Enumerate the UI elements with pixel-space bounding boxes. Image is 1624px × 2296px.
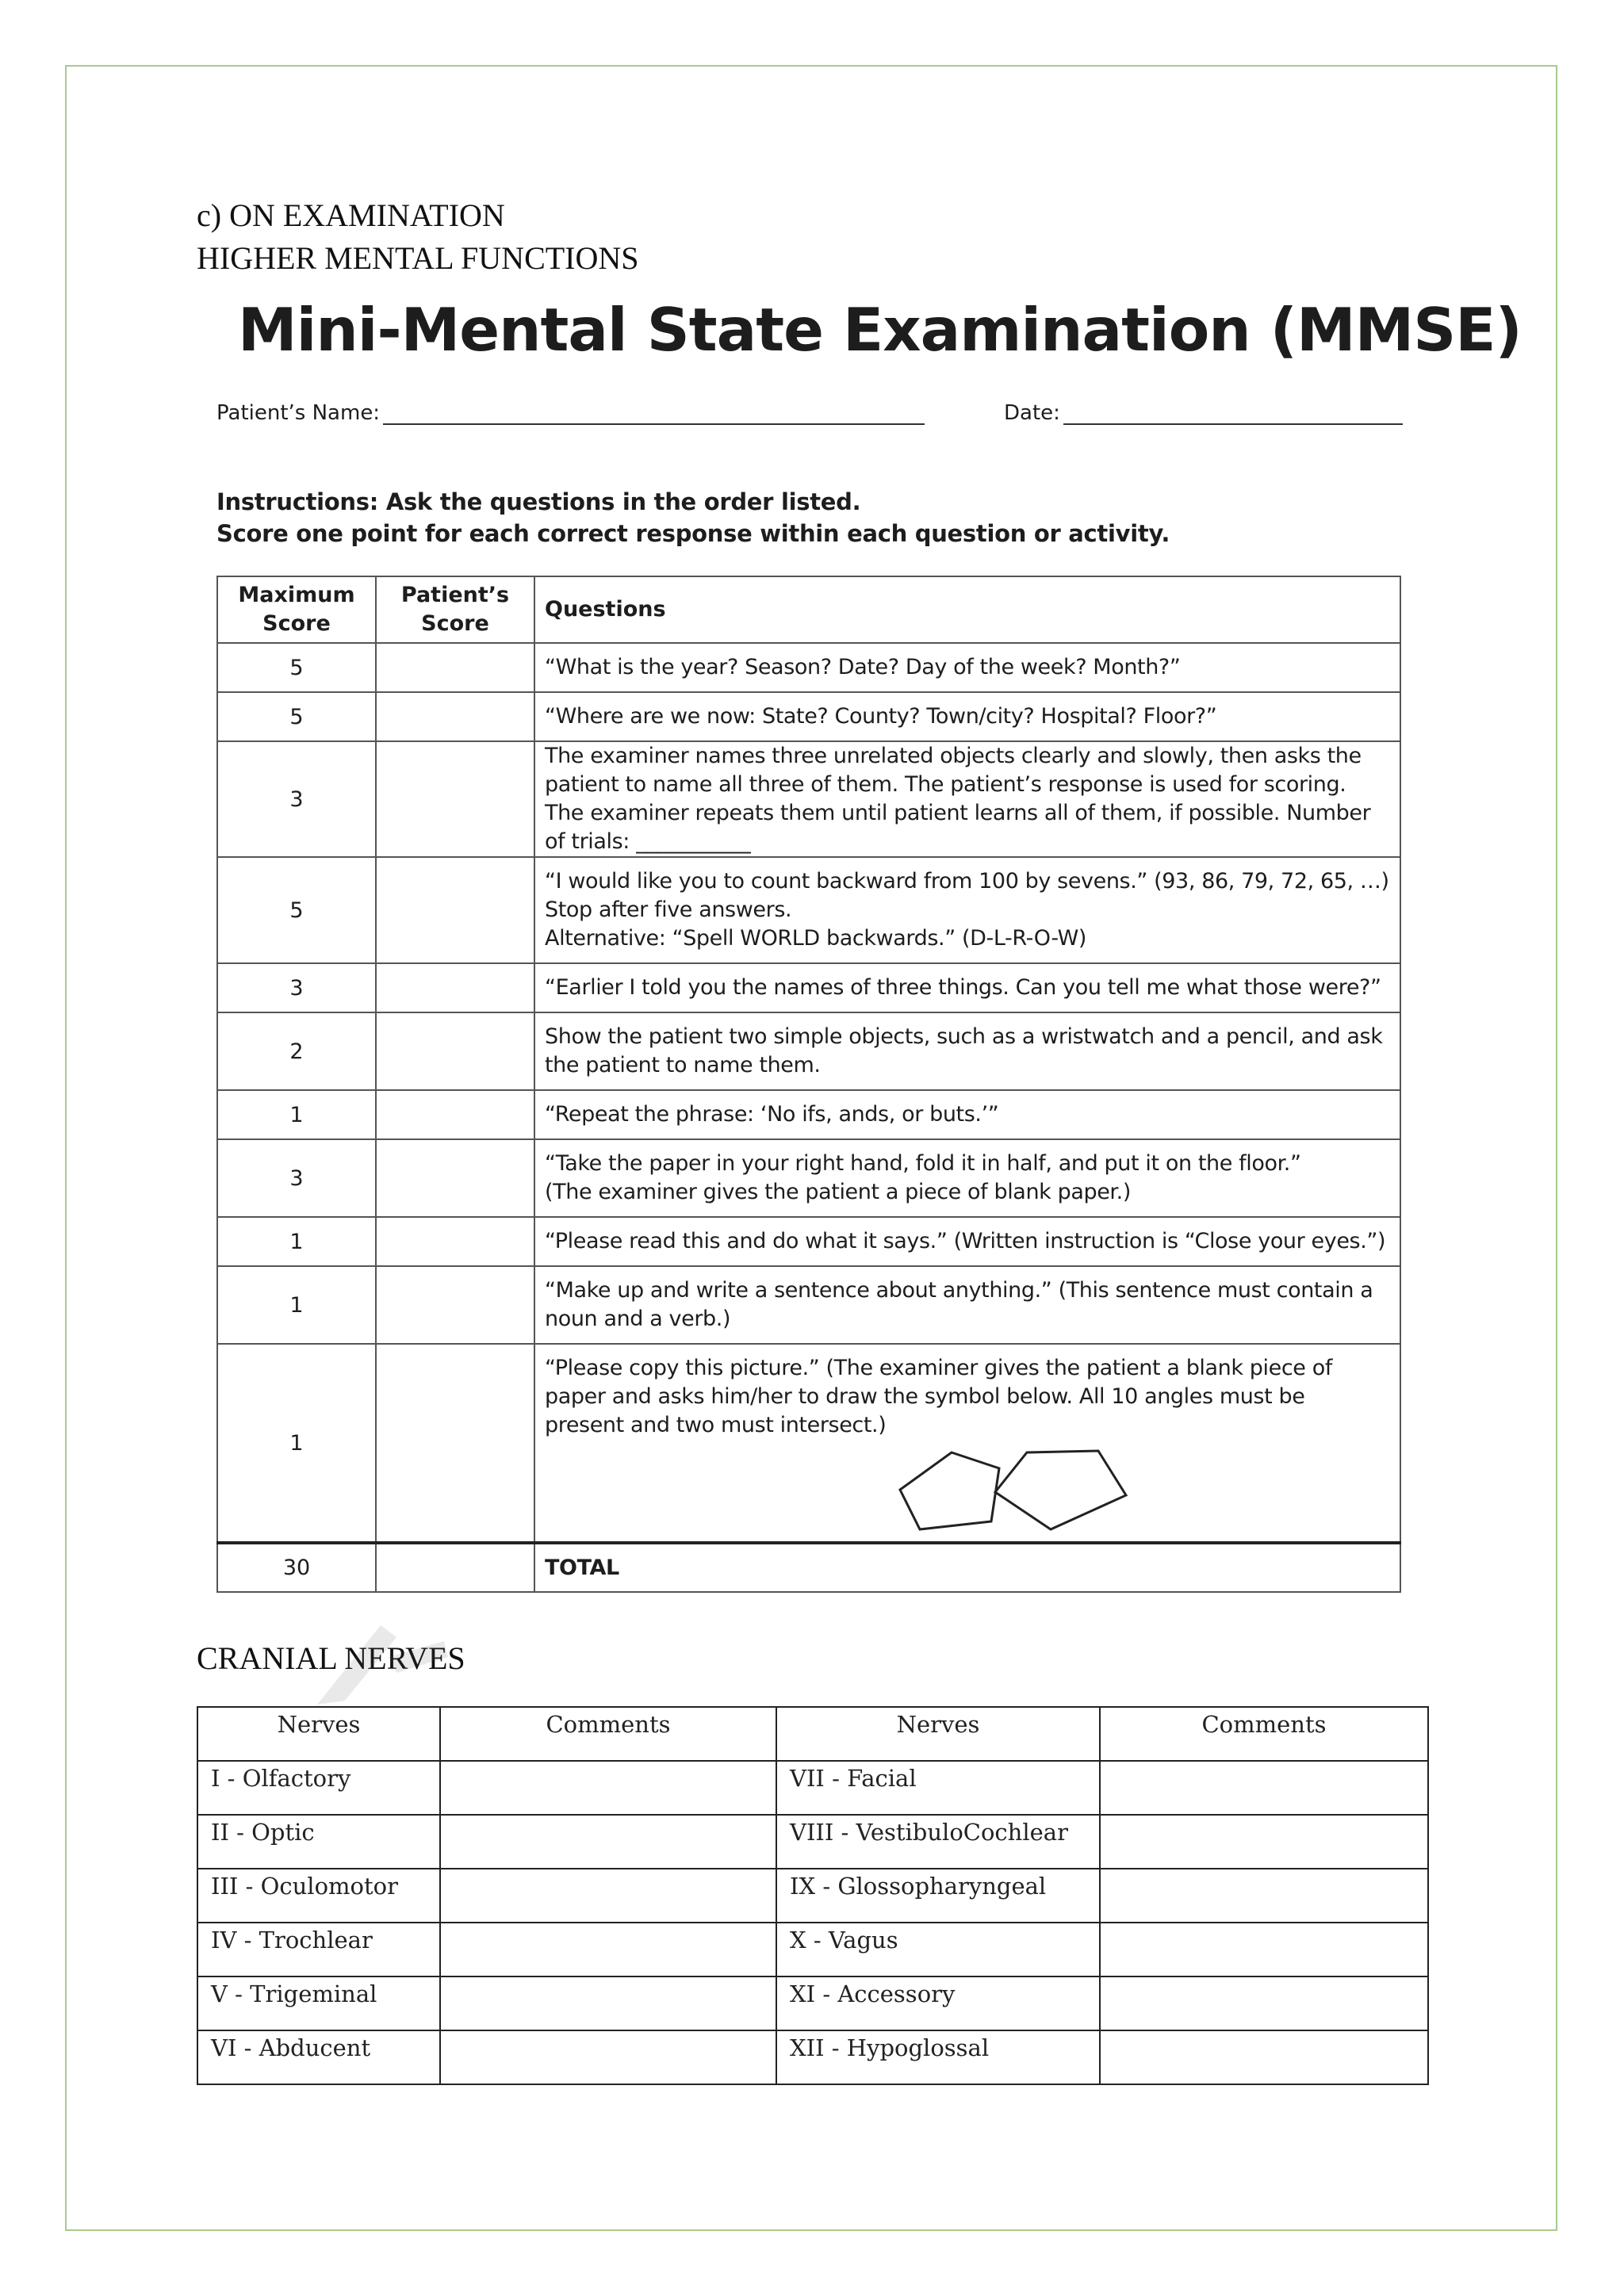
mmse-table — [216, 576, 1401, 1593]
comment-cell-left[interactable] — [440, 1761, 776, 1815]
cn-header-comments-1: Comments — [440, 1707, 776, 1761]
comment-cell-right[interactable] — [1100, 1976, 1428, 2030]
max-score-cell: 5 — [217, 643, 376, 692]
patient-name-field[interactable] — [216, 401, 925, 425]
total-label: TOTAL — [534, 1543, 1400, 1592]
col-questions: Questions — [534, 576, 1400, 643]
mmse-row — [217, 1139, 1400, 1217]
mmse-row — [217, 741, 1400, 857]
cranial-row — [197, 1976, 1428, 2030]
nerve-name-right: VII - Facial — [776, 1761, 1100, 1815]
mmse-row — [217, 1266, 1400, 1344]
mmse-row — [217, 692, 1400, 741]
patient-score-cell[interactable] — [376, 643, 534, 692]
nerve-name-left: V - Trigeminal — [197, 1976, 440, 2030]
comment-cell-right[interactable] — [1100, 2030, 1428, 2084]
nerve-name-left: I - Olfactory — [197, 1761, 440, 1815]
max-score-cell: 5 — [217, 857, 376, 963]
question-text: “I would like you to count backward from 100 by sevens.” (93, 86, 79, 72, 65, …) Stop after five answers. Alternative: “Spell WORLD backwards.” (D-L-R-O-W) — [545, 869, 1389, 951]
date-field[interactable] — [1004, 401, 1403, 425]
nerve-name-right: X - Vagus — [776, 1923, 1100, 1976]
max-score-cell: 1 — [217, 1266, 376, 1344]
question-text: Show the patient two simple objects, such as a wristwatch and a pencil, and ask the patient to name them. — [545, 1024, 1383, 1077]
patient-name-label: Patient’s Name: — [216, 401, 381, 425]
patient-score-cell[interactable] — [376, 692, 534, 741]
patient-score-cell[interactable] — [376, 1012, 534, 1090]
max-score-cell: 1 — [217, 1217, 376, 1266]
comment-cell-right[interactable] — [1100, 1923, 1428, 1976]
question-cell — [534, 692, 1400, 741]
cranial-row — [197, 2030, 1428, 2084]
cn-header-nerves-1: Nerves — [197, 1707, 440, 1761]
question-text: “Repeat the phrase: ‘No ifs, ands, or buts.’” — [545, 1102, 999, 1127]
cranial-nerves-table — [197, 1706, 1429, 2085]
comment-cell-left[interactable] — [440, 1815, 776, 1869]
mmse-header-row — [217, 576, 1400, 643]
intersecting-pentagons-icon — [896, 1446, 1134, 1541]
section-heading: c) ON EXAMINATION — [197, 197, 505, 233]
cn-header-comments-2: Comments — [1100, 1707, 1428, 1761]
col-patient-score: Patient’s Score — [376, 576, 534, 643]
question-cell — [534, 643, 1400, 692]
total-patient-score[interactable] — [376, 1543, 534, 1592]
mmse-row — [217, 963, 1400, 1012]
nerve-name-left: VI - Abducent — [197, 2030, 440, 2084]
mmse-row — [217, 857, 1400, 963]
cn-header-nerves-2: Nerves — [776, 1707, 1100, 1761]
date-label: Date: — [1004, 401, 1060, 425]
comment-cell-right[interactable] — [1100, 1869, 1428, 1923]
nerve-name-right: VIII - VestibuloCochlear — [776, 1815, 1100, 1869]
patient-score-cell[interactable] — [376, 1217, 534, 1266]
cranial-row — [197, 1815, 1428, 1869]
comment-cell-left[interactable] — [440, 1923, 776, 1976]
max-score-cell: 2 — [217, 1012, 376, 1090]
mmse-row — [217, 1344, 1400, 1543]
max-score-cell: 1 — [217, 1344, 376, 1543]
mmse-row — [217, 1012, 1400, 1090]
question-cell — [534, 857, 1400, 963]
comment-cell-right[interactable] — [1100, 1815, 1428, 1869]
question-cell — [534, 1344, 1400, 1543]
question-cell — [534, 1217, 1400, 1266]
max-score-cell: 3 — [217, 963, 376, 1012]
comment-cell-left[interactable] — [440, 1976, 776, 2030]
mmse-total-row — [217, 1543, 1400, 1592]
question-text: “Make up and write a sentence about anything.” (This sentence must contain a noun and a verb.) — [545, 1278, 1373, 1331]
patient-name-line[interactable] — [383, 403, 925, 425]
mmse-row — [217, 1217, 1400, 1266]
max-score-cell: 3 — [217, 741, 376, 857]
question-text: The examiner names three unrelated objects clearly and slowly, then asks the patient to name all three of them. The patient’s response is used for scoring. The examiner repeats them until patient learns all of them, if possible. Number of trials: ___________ — [545, 744, 1371, 854]
watermark-logo — [301, 1609, 460, 1720]
patient-score-cell[interactable] — [376, 857, 534, 963]
subsection-heading: HIGHER MENTAL FUNCTIONS — [197, 240, 639, 276]
nerve-name-left: III - Oculomotor — [197, 1869, 440, 1923]
cranial-row — [197, 1869, 1428, 1923]
mmse-row — [217, 643, 1400, 692]
instructions-line-2: Score one point for each correct response within each question or activity. — [216, 520, 1170, 547]
mmse-row — [217, 1090, 1400, 1139]
cranial-header-row — [197, 1707, 1428, 1761]
cranial-row — [197, 1761, 1428, 1815]
patient-score-cell[interactable] — [376, 963, 534, 1012]
max-score-cell: 5 — [217, 692, 376, 741]
question-text: “Please copy this picture.” (The examiner gives the patient a blank piece of paper and asks him/her to draw the symbol below. All 10 angles must be present and two must intersect.) — [545, 1356, 1332, 1437]
max-score-cell: 3 — [217, 1139, 376, 1217]
date-line[interactable] — [1063, 403, 1403, 425]
question-text: “Where are we now: State? County? Town/city? Hospital? Floor?” — [545, 704, 1217, 729]
question-text: “Earlier I told you the names of three things. Can you tell me what those were?” — [545, 975, 1381, 1000]
question-cell — [534, 1139, 1400, 1217]
nerve-name-left: IV - Trochlear — [197, 1923, 440, 1976]
comment-cell-right[interactable] — [1100, 1761, 1428, 1815]
instructions-line-1: Instructions: Ask the questions in the order listed. — [216, 488, 861, 515]
mmse-title: Mini-Mental State Examination (MMSE) — [238, 295, 1522, 365]
nerve-name-left: II - Optic — [197, 1815, 440, 1869]
patient-score-cell[interactable] — [376, 1139, 534, 1217]
question-text: “Take the paper in your right hand, fold it in half, and put it on the floor.” (The examiner gives the patient a piece of blank paper.) — [545, 1151, 1301, 1204]
question-cell — [534, 1090, 1400, 1139]
comment-cell-left[interactable] — [440, 2030, 776, 2084]
question-cell — [534, 1012, 1400, 1090]
col-max-score: Maximum Score — [217, 576, 376, 643]
question-cell — [534, 1266, 1400, 1344]
nerve-name-right: XII - Hypoglossal — [776, 2030, 1100, 2084]
patient-score-cell[interactable] — [376, 1266, 534, 1344]
comment-cell-left[interactable] — [440, 1869, 776, 1923]
question-cell — [534, 741, 1400, 857]
question-text: “Please read this and do what it says.” (Written instruction is “Close your eyes.”) — [545, 1229, 1386, 1253]
nerve-name-right: IX - Glossopharyngeal — [776, 1869, 1100, 1923]
cranial-nerves-title: CRANIAL NERVES — [197, 1640, 465, 1676]
question-cell — [534, 963, 1400, 1012]
question-text: “What is the year? Season? Date? Day of the week? Month?” — [545, 655, 1181, 679]
nerve-name-right: XI - Accessory — [776, 1976, 1100, 2030]
patient-score-cell[interactable] — [376, 1090, 534, 1139]
cranial-row — [197, 1923, 1428, 1976]
patient-score-cell[interactable] — [376, 741, 534, 857]
patient-score-cell[interactable] — [376, 1344, 534, 1543]
max-score-cell: 1 — [217, 1090, 376, 1139]
total-max-score: 30 — [217, 1543, 376, 1592]
